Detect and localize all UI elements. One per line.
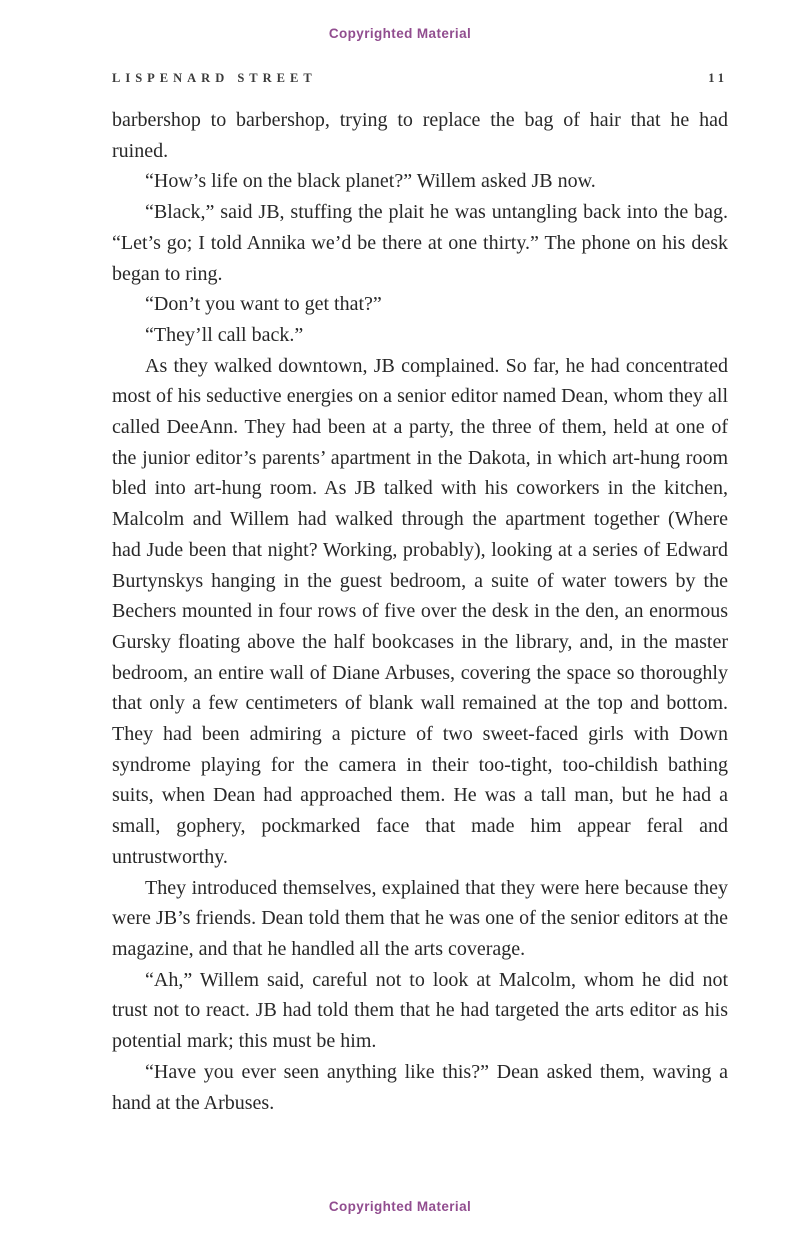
body-paragraph-7: They introduced themselves, explained that they were here because they were JB’s friends. Dean told them that he was one of the senior editors at the magazine, and that he handled all the arts coverage. — [112, 876, 728, 960]
running-header — [112, 71, 728, 86]
body-paragraph-6: As they walked downtown, JB complained. So far, he had concentrated most of his seductive energies on a senior editor named Dean, whom they all called DeeAnn. They had been at a party, the three of them, held at one of the junior editor’s parents’ apartment in the Dakota, in which art-hung room bled into art-hung room. As JB talked with his coworkers in the kitchen, Malcolm and Willem had walked through the apartment together (Where had Jude been that night? Working, probably), looking at a series of Edward Burtynskys hanging in the guest bedroom, a suite of water towers by the Bechers mounted in four rows of five over the desk in the den, an enormous Gursky floating above the half bookcases in the library, and, in the master bedroom, an entire wall of Diane Arbuses, covering the space so thoroughly that only a few centimeters of blank wall remained at the top and bottom. They had been admiring a picture of two sweet-faced girls with Down syndrome playing for the camera in their too-tight, too-childish bathing suits, when Dean had approached them. He was a tall man, but he had a small, gophery, pockmarked face that made him appear feral and untrustworthy. — [112, 354, 728, 868]
body-paragraph-5: “They’ll call back.” — [145, 323, 304, 346]
body-paragraph-8: “Ah,” Willem said, careful not to look at Malcolm, whom he did not trust not to react. JB had told them that he had targeted the arts editor as his potential mark; this must be him. — [112, 968, 728, 1053]
copyright-notice-top: Copyrighted Material — [328, 26, 472, 41]
copyright-notice-bottom: Copyrighted Material — [328, 1199, 472, 1214]
body-paragraph-3: “Black,” said JB, stuffing the plait he was untangling back into the bag. “Let’s go; I told Annika we’d be there at one thirty.” The phone on his desk began to ring. — [112, 201, 728, 285]
body-paragraph-4: “Don’t you want to get that?” — [145, 293, 382, 316]
body-paragraph-9: “Have you ever seen anything like this?” Dean asked them, waving a hand at the Arbuses. — [112, 1060, 728, 1114]
book-page-text — [112, 105, 728, 1118]
body-paragraph-2: “How’s life on the black planet?” Willem asked JB now. — [145, 170, 596, 193]
body-paragraph-1: barbershop to barbershop, trying to replace the bag of hair that he had ruined. — [112, 109, 728, 162]
running-title: LISPENARD STREET — [112, 71, 317, 85]
page-number: 11 — [708, 71, 728, 85]
